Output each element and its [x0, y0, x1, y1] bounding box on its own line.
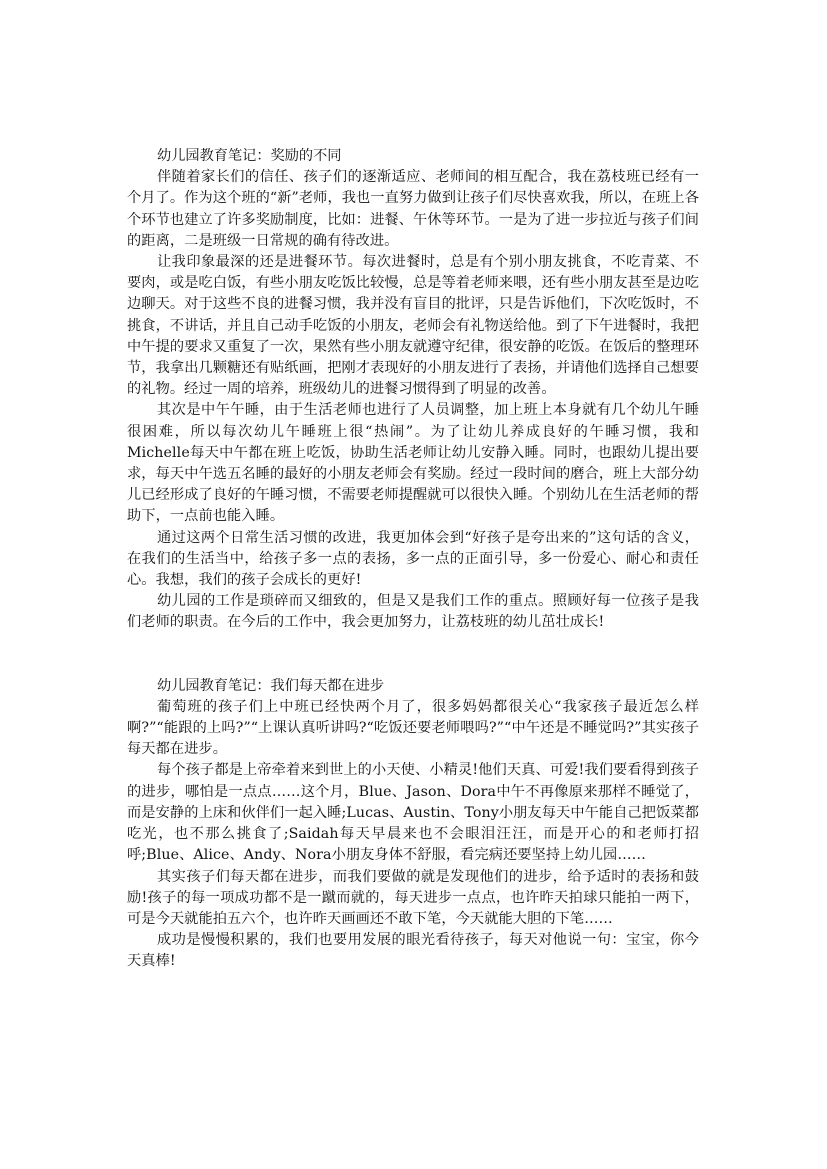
paragraph: 幼儿园的工作是琐碎而又细致的，但是又是我们工作的重点。照顾好每一位孩子是我们老师的职责。在今后的工作中，我会更加努力，让荔枝班的幼儿茁壮成长! — [127, 593, 699, 631]
paragraph: 成功是慢慢积累的，我们也要用发展的眼光看待孩子，每天对他说一句：宝宝，你今天真棒! — [127, 932, 699, 970]
paragraph: 每个孩子都是上帝牵着来到世上的小天使、小精灵!他们天真、可爱!我们要看得到孩子的进步，哪怕是一点点……这个月，Blue、Jason、Dora中午不再像原来那样不睡觉了，而是安静的上床和伙伴们一起入睡;Lucas、Austin、Tony小朋友每天中午能自己把饭菜都吃光，也不那么挑食了;Saidah每天早晨来也不会眼泪汪汪，而是开心的和老师打招呼;Blue、Alice、Andy、Nora小朋友身体不舒服，看完病还要坚持上幼儿园…… — [127, 762, 699, 864]
paragraph: 通过这两个日常生活习惯的改进，我更加体会到“好孩子是夸出来的”这句话的含义，在我们的生活当中，给孩子多一点的表扬，多一点的正面引导，多一份爱心、耐心和责任心。我想，我们的孩子会成长的更好! — [127, 529, 699, 589]
article-rewards — [127, 146, 699, 634]
article-progress — [127, 676, 699, 973]
article-title: 幼儿园教育笔记：我们每天都在进步 — [157, 677, 385, 694]
section-spacer — [127, 634, 699, 676]
paragraph: 其次是中午午睡，由于生活老师也进行了人员调整，加上班上本身就有几个幼儿午睡很困难，所以每次幼儿午睡班上很“热闹”。为了让幼儿养成良好的午睡习惯，我和Michelle每天中午都在班上吃饭，协助生活老师让幼儿安静入睡。同时，也跟幼儿提出要求，每天中午选五名睡的最好的小朋友老师会有奖励。经过一段时间的磨合，班上大部分幼儿已经形成了良好的午睡习惯，不需要老师提醒就可以很快入睡。个别幼儿在生活老师的帮助下，一点前也能入睡。 — [127, 402, 699, 525]
document-page — [127, 146, 699, 973]
article-title: 幼儿园教育笔记：奖励的不同 — [157, 148, 342, 164]
paragraph: 让我印象最深的还是进餐环节。每次进餐时，总是有个别小朋友挑食，不吃青菜、不要肉，或是吃白饭，有些小朋友吃饭比较慢，总是等着老师来喂，还有些小朋友甚至是边吃边聊天。对于这些不良的进餐习惯，我并没有盲目的批评，只是告诉他们，下次吃饭时，不挑食，不讲话，并且自己动手吃饭的小朋友，老师会有礼物送给他。到了下午进餐时，我把中午提的要求又重复了一次，果然有些小朋友就遵守纪律，很安静的吃饭。在饭后的整理环节，我拿出几颗糖还有贴纸画，把刚才表现好的小朋友进行了表扬，并请他们选择自己想要的礼物。经过一周的培养，班级幼儿的进餐习惯得到了明显的改善。 — [127, 254, 699, 398]
paragraph: 伴随着家长们的信任、孩子们的逐渐适应、老师间的相互配合，我在荔枝班已经有一个月了。作为这个班的“新”老师，我也一直努力做到让孩子们尽快喜欢我，所以，在班上各个环节也建立了许多奖励制度，比如：进餐、午休等环节。一是为了进一步拉近与孩子们间的距离，二是班级一日常规的确有待改进。 — [127, 169, 699, 249]
paragraph: 其实孩子们每天都在进步，而我们要做的就是发现他们的进步，给予适时的表扬和鼓励!孩子的每一项成功都不是一蹴而就的，每天进步一点点，也许昨天拍球只能拍一两下，可是今天就能拍五六个，也许昨天画画还不敢下笔，今天就能大胆的下笔…… — [127, 868, 699, 927]
paragraph: 葡萄班的孩子们上中班已经快两个月了，很多妈妈都很关心“我家孩子最近怎么样啊?”“能跟的上吗?”“上课认真听讲吗?“吃饭还要老师喂吗?”“中午还是不睡觉吗?”其实孩子每天都在进步。 — [127, 698, 699, 758]
